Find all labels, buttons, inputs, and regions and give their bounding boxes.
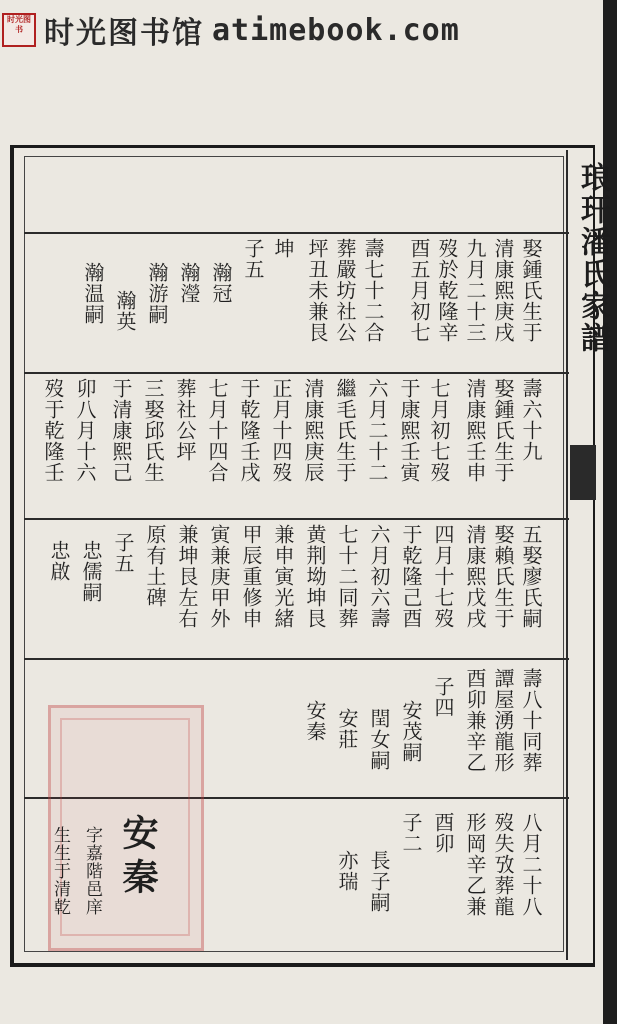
text-column: 歿失攷葬龍 [491,812,515,917]
person-name-heading: 安秦 [117,814,159,902]
text-column: 八月二十八 [519,812,543,917]
text-column: 清康熙壬申 [463,378,487,483]
text-column: 生生于清乾 [50,826,70,916]
text-column: 忠啟 [47,540,71,582]
side-black-bar [570,445,596,500]
text-column: 清康熙庚戌 [491,238,515,343]
text-column: 六月初六壽 [367,524,391,629]
text-column: 歿于乾隆壬 [41,378,65,483]
text-column: 七月十四合 [205,378,229,483]
text-column: 子五 [241,238,265,280]
text-column: 于乾隆己酉 [399,524,423,629]
book-title: 琅玕潘氏家譜 [575,162,610,354]
text-column: 兼申寅光緒 [271,524,295,629]
text-column: 五娶廖氏嗣 [519,524,543,629]
text-column: 瀚英 [113,290,137,332]
text-column: 酉卯 [431,812,455,854]
text-column: 瀚游嗣 [145,262,169,325]
text-column: 酉卯兼辛乙 [463,668,487,773]
text-column: 清康熙戊戌 [463,524,487,629]
text-column: 安莊 [335,708,359,750]
text-column: 葬社公坪 [173,378,197,462]
text-column: 甲辰重修申 [239,524,263,629]
text-column: 寅兼庚甲外 [207,524,231,629]
text-column: 坪丑未兼艮 [305,238,329,343]
text-column: 壽七十二合 [361,238,385,343]
row-divider [24,372,569,374]
text-column: 子二 [399,812,423,854]
text-column: 葬嚴坊社公 [333,238,357,343]
text-column: 歿於乾隆辛 [435,238,459,343]
text-column: 七月初七歿 [427,378,451,483]
text-column: 黄荆坳坤艮 [303,524,327,629]
text-column: 瀚瀅 [177,262,201,304]
page-edge [603,0,617,1024]
row-divider [24,518,569,520]
watermark-logo: 时光图书 [2,13,36,47]
row-divider [24,232,569,234]
text-column: 四月十七歿 [431,524,455,629]
text-column: 卯八月十六 [73,378,97,483]
watermark-en: atimebook.com [212,12,460,48]
text-column: 亦瑞 [335,850,359,892]
watermark-cn: 时光图书馆 [44,16,204,51]
text-column: 三娶邱氏生 [141,378,165,483]
text-column: 娶鍾氏生于 [491,378,515,483]
text-column: 譚屋湧龍形 [491,668,515,773]
text-column: 安茂嗣 [399,700,423,763]
row-divider [24,658,569,660]
text-column: 六月二十二 [365,378,389,483]
text-column: 九月二十三 [463,238,487,343]
text-column: 繼毛氏生于 [333,378,357,483]
text-column: 娶賴氏生于 [491,524,515,629]
text-column: 正月十四歿 [269,378,293,483]
text-column: 長子嗣 [367,850,391,913]
text-column: 子四 [431,676,455,718]
text-column: 子五 [111,532,135,574]
text-column: 壽六十九 [519,378,543,462]
text-column: 于清康熙己 [109,378,133,483]
text-column: 于康熙壬寅 [397,378,421,483]
text-column: 于乾隆壬戌 [237,378,261,483]
text-column: 形岡辛乙兼 [463,812,487,917]
watermark [0,6,617,54]
text-column: 瀚冠 [209,262,233,304]
text-column: 瀚温嗣 [81,262,105,325]
text-column: 字嘉階邑庠 [82,826,102,916]
text-column: 忠儒嗣 [79,540,103,603]
text-column: 安秦 [303,700,327,742]
text-column: 清康熙庚辰 [301,378,325,483]
text-column: 娶鍾氏生于 [519,238,543,343]
text-column: 壽八十同葬 [519,668,543,773]
text-column: 坤 [271,238,295,259]
text-column: 原有土碑 [143,524,167,608]
text-column: 兼坤艮左右 [175,524,199,629]
text-column: 七十二同葬 [335,524,359,629]
text-column: 閏女嗣 [367,708,391,771]
text-column: 酉五月初七 [407,238,431,343]
